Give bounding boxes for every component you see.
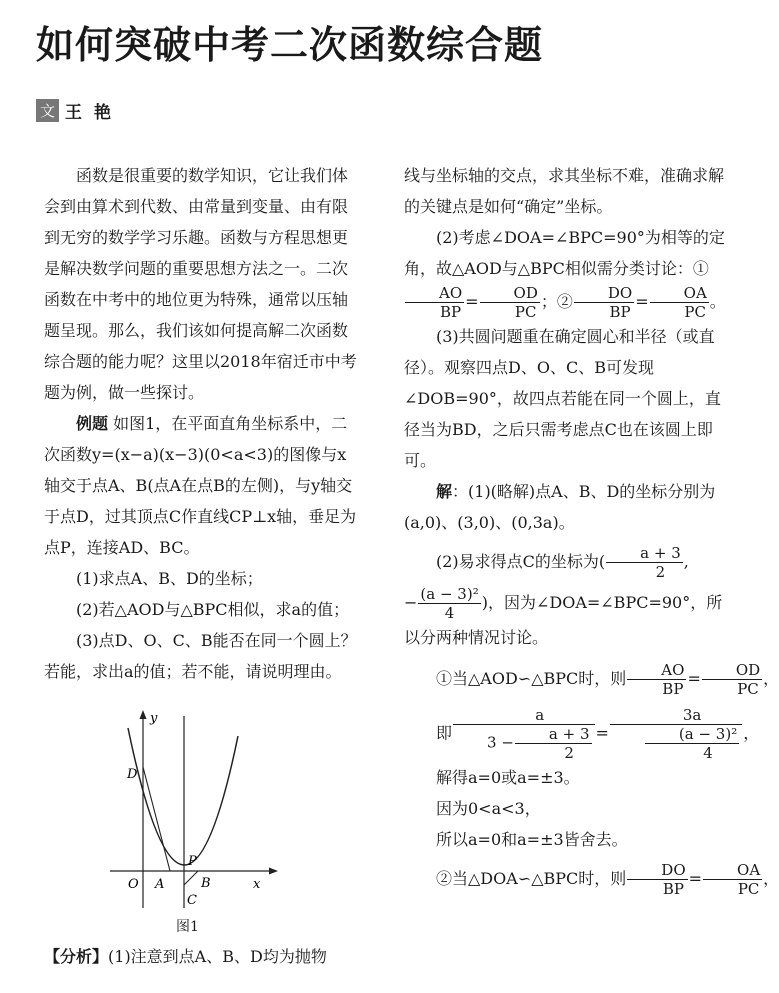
frac-den: PC xyxy=(737,680,759,698)
equals-sign: = xyxy=(465,292,479,311)
label-p: P xyxy=(188,854,197,869)
left-column xyxy=(44,160,362,687)
fraction-inner xyxy=(645,725,739,762)
case-1-text: ①当△AOD∽△BPC时，则 xyxy=(436,669,627,688)
x-axis-arrow xyxy=(269,868,278,875)
frac-num: a xyxy=(453,706,594,725)
frac-num: OD xyxy=(702,661,762,680)
article-title: 如何突破中考二次函数综合题 xyxy=(36,23,544,67)
solution-label: 解 xyxy=(436,482,453,501)
comma: ， xyxy=(743,723,760,743)
frac-den: 4 xyxy=(444,604,455,622)
fraction-case2-left xyxy=(627,861,687,898)
solution-part-1 xyxy=(404,476,726,538)
equation-line xyxy=(404,706,760,762)
solve-result: 解得a=0或a=±3。 xyxy=(436,768,580,787)
therefore-line: 所以a=0和a=±3皆舍去。 xyxy=(436,830,628,849)
comma: ， xyxy=(763,869,779,888)
equals-sign: = xyxy=(635,292,649,311)
example-text: 如图1，在平面直角坐标系中，二次函数y=(x−a)(x−3)(0<a<3)的图像与x轴交于点A、B(点A在点B的左侧)，与y轴交于点D，过其顶点C作直线CP⊥x轴，垂足为点P，连接AD、BC。 xyxy=(44,414,357,557)
frac-den-compound xyxy=(453,725,594,762)
segment-bc xyxy=(184,871,198,885)
author-name: 王艳 xyxy=(65,103,124,123)
fraction-case1-right xyxy=(702,661,762,698)
frac-num: (a − 3)² xyxy=(645,725,739,744)
frac-den: PC xyxy=(737,880,760,898)
label-x: x xyxy=(253,877,261,892)
example-label: 例题 xyxy=(76,414,109,433)
frac-den: BP xyxy=(609,303,631,321)
equals-sign: = xyxy=(595,723,609,743)
frac-den: PC xyxy=(684,303,706,321)
compound-prefix: 3 − xyxy=(487,733,514,752)
parabola-curve xyxy=(128,728,238,865)
solution-part-2-lead: (2)易求得点C的坐标为( xyxy=(436,552,606,571)
parabola-figure xyxy=(100,708,280,913)
analysis-label: 【分析】 xyxy=(44,947,109,966)
frac-num: a + 3 xyxy=(606,544,683,563)
solution-part-1-text: ：(1)(略解)点A、B、D的坐标分别为(a,0)、(3,0)、(0,3a)。 xyxy=(404,482,716,532)
frac-num: OA xyxy=(703,861,762,880)
example-paragraph xyxy=(44,408,362,563)
label-d: D xyxy=(127,767,138,782)
label-y: y xyxy=(150,711,158,726)
figure-caption: 图1 xyxy=(176,919,199,935)
case-1-marker: ① xyxy=(692,259,709,278)
fraction-case2-right xyxy=(703,861,762,898)
equals-sign: = xyxy=(687,669,701,688)
analysis-text: (1)注意到点A、B、D均为抛物 xyxy=(108,947,327,966)
frac-den: 2 xyxy=(564,744,574,762)
case-2-marker: ② xyxy=(556,292,573,311)
frac-num: AO xyxy=(627,661,686,680)
label-o: O xyxy=(128,877,139,892)
case-2-text: ②当△DOA∽△BPC时，则 xyxy=(436,869,627,888)
comma: , xyxy=(683,552,689,571)
fraction-ao-bp xyxy=(405,284,464,321)
frac-num: OD xyxy=(480,284,540,303)
frac-den: 2 xyxy=(655,563,666,581)
fraction-do-bp xyxy=(574,284,634,321)
separator: ； xyxy=(540,292,557,311)
y-axis-arrow xyxy=(140,710,147,719)
author-line xyxy=(36,98,123,123)
ji-label: 即 xyxy=(436,723,453,743)
case-2-line xyxy=(404,861,779,898)
fraction-big-right xyxy=(610,706,742,762)
author-tag: 文 xyxy=(36,99,59,122)
label-a: A xyxy=(155,877,165,892)
fraction-case1-left xyxy=(627,661,686,698)
intro-paragraph: 函数是很重要的数学知识，它让我们体会到由算术到代数、由常量到变量、由有限到无穷的数学学习乐趣。函数与方程思想更是解决数学问题的重要思想方法之一。二次函数在中考中的地位更为特殊，通常以压轴题呈现。那么，我们该如何提高解二次函数综合题的能力呢？这里以2018年宿迁市中考题为例，做一些探讨。 xyxy=(44,166,357,402)
frac-num: OA xyxy=(650,284,709,303)
fraction-vertex-x xyxy=(606,544,683,581)
analysis-continued: 线与坐标轴的交点，求其坐标不难，准确求解的关键点是如何“确定”坐标。 xyxy=(404,166,725,216)
analysis-part-2 xyxy=(404,222,726,321)
comma: ， xyxy=(763,669,779,688)
right-column xyxy=(404,160,779,898)
analysis-line xyxy=(44,946,327,968)
question-1: (1)求点A、B、D的坐标； xyxy=(76,569,263,588)
frac-den: BP xyxy=(662,880,685,898)
fraction-vertex-y xyxy=(418,585,480,622)
solution-part-2 xyxy=(404,544,726,581)
analysis-part-3: (3)共圆问题重在确定圆心和半径（或直径）。观察四点D、O、C、B可发现∠DOB=90°，故四点若能在同一个圆上，直径当为BD，之后只需考虑点C也在该圆上即可。 xyxy=(404,327,721,470)
fraction-inner xyxy=(515,725,592,762)
analysis-part-2-text: (2)考虑∠DOA=∠BPC=90°为相等的定角，故△AOD与△BPC相似需分类讨论： xyxy=(404,228,725,278)
case-1-line xyxy=(404,661,779,698)
label-c: C xyxy=(187,893,197,908)
frac-num: 3a xyxy=(610,706,742,725)
frac-num: a + 3 xyxy=(515,725,592,744)
frac-num: DO xyxy=(574,284,634,303)
minus-sign: − xyxy=(404,593,418,612)
period: 。 xyxy=(709,292,726,311)
frac-den: BP xyxy=(440,303,462,321)
label-b: B xyxy=(201,876,211,891)
frac-den: 4 xyxy=(703,744,713,762)
fraction-od-pc xyxy=(480,284,540,321)
frac-num: AO xyxy=(405,284,464,303)
frac-num: (a − 3)² xyxy=(420,585,479,603)
because-line: 因为0<a<3， xyxy=(436,799,541,818)
segment-ad xyxy=(143,767,170,871)
equals-sign: = xyxy=(688,869,703,888)
fraction-oa-pc xyxy=(650,284,709,321)
frac-num: DO xyxy=(627,861,687,880)
solution-part-2-cont xyxy=(404,585,726,653)
frac-den: PC xyxy=(514,303,537,321)
question-3: (3)点D、O、C、B能否在同一个圆上？若能，求出a的值；若不能，请说明理由。 xyxy=(44,631,357,681)
fraction-big-left xyxy=(453,706,594,762)
frac-den: BP xyxy=(662,680,684,698)
frac-den-compound xyxy=(610,725,742,762)
solution-part-2-tail: )，因为∠DOA=∠BPC=90°，所以分两种情况讨论。 xyxy=(404,593,723,647)
question-2: (2)若△AOD与△BPC相似，求a的值； xyxy=(76,600,350,619)
